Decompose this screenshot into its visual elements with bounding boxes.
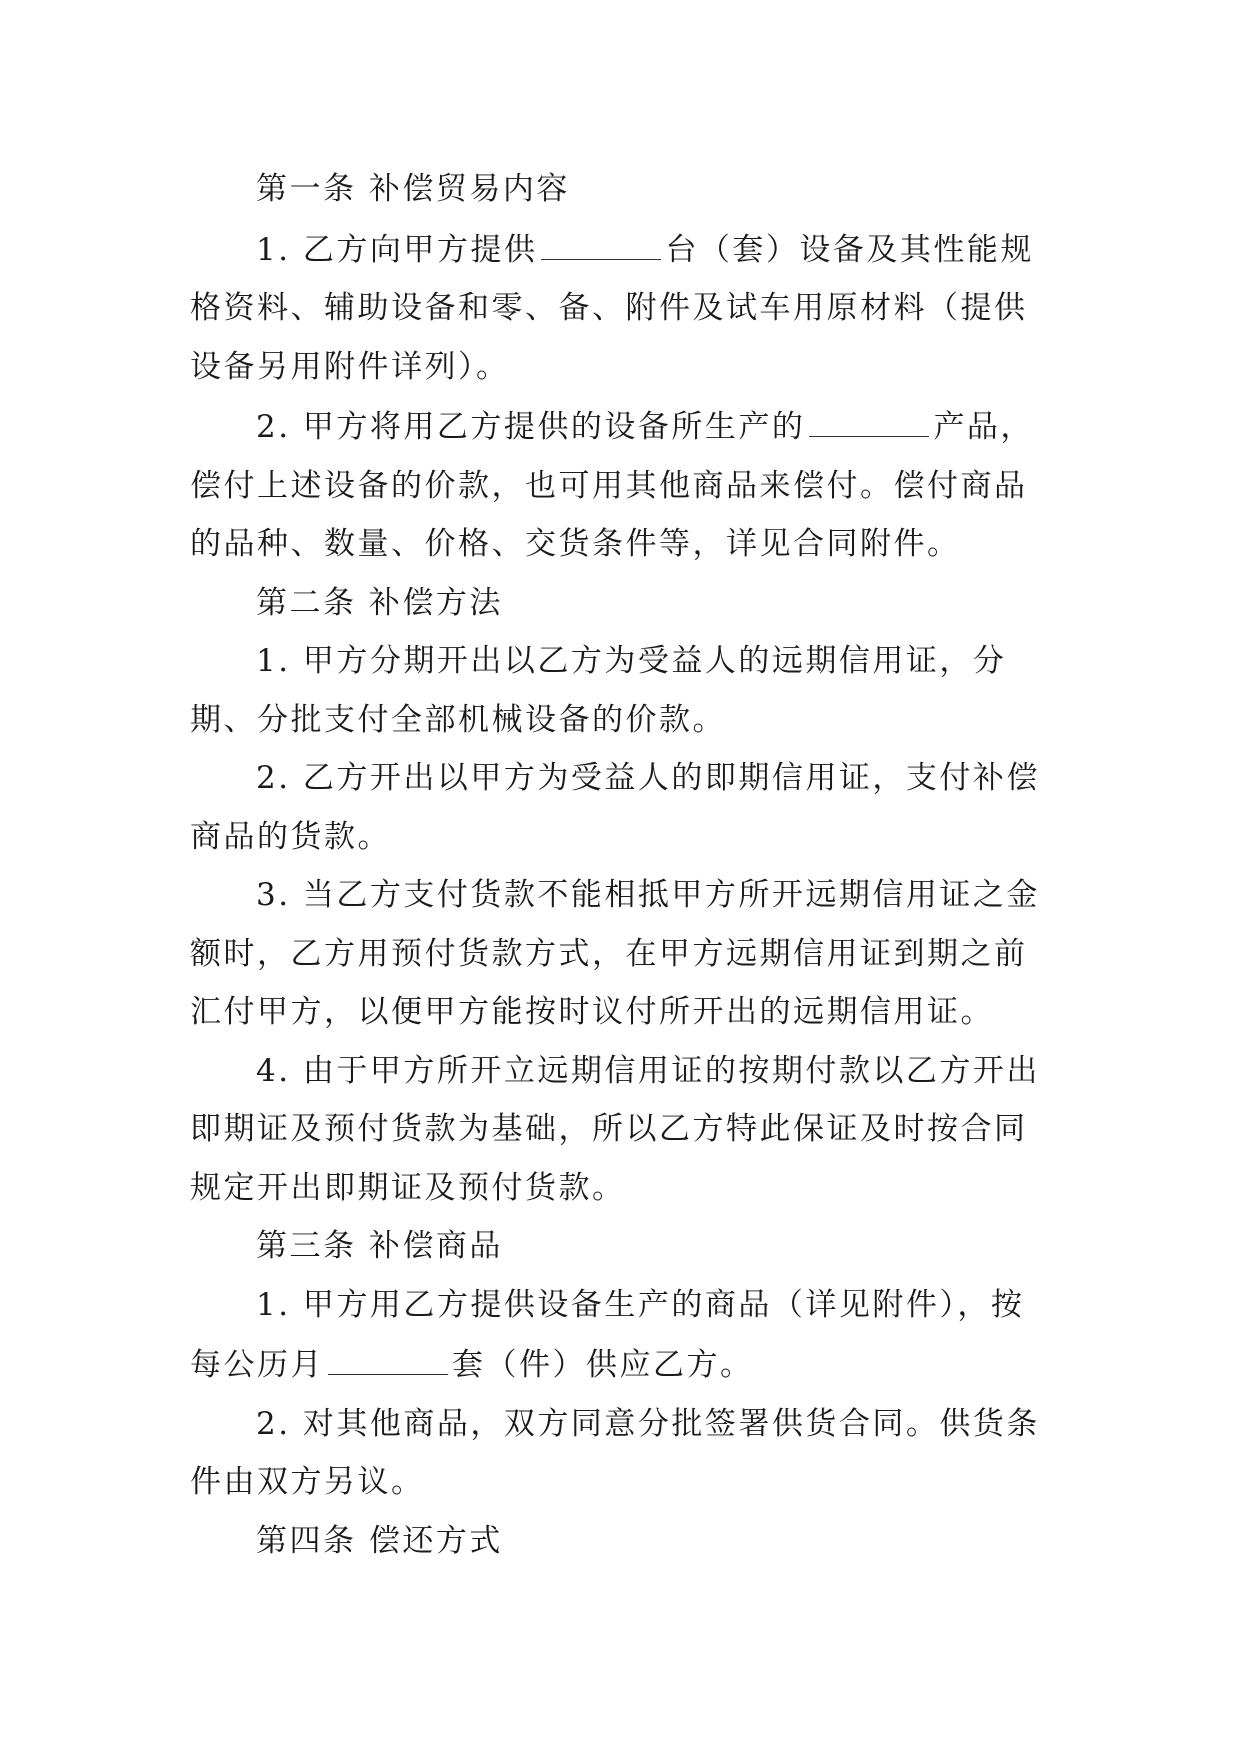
article-1-item-1 [190, 219, 1050, 397]
article-3-item-1-text-a: 1. 甲方用乙方提供设备生产的商品（详见附件），按每公历月 [190, 1286, 1025, 1383]
article-1-heading: 第一条 补偿贸易内容 [256, 171, 570, 207]
article-3-item-1-text-b: 套（件）供应乙方。 [452, 1347, 754, 1383]
article-1-item-2-text-a: 2. 甲方将用乙方提供的设备所生产的 [256, 409, 806, 445]
article-3-item-2: 2. 对其他商品，双方同意分批签署供货合同。供货条件由双方另议。 [190, 1405, 1040, 1500]
article-1-item-2-text-b: 产品，偿付上述设备的价款，也可用其他商品来偿付。偿付商品的品种、数量、价格、交货条件等，详见合同附件。 [190, 409, 1034, 562]
article-1-item-2 [190, 396, 1050, 574]
product-blank [809, 396, 929, 437]
monthly-quantity-blank [328, 1334, 448, 1375]
article-4-heading: 第四条 偿还方式 [256, 1522, 503, 1559]
article-3-heading: 第三条 补偿商品 [256, 1228, 503, 1264]
article-1-item-1-text-a: 1. 乙方向甲方提供 [256, 231, 538, 268]
article-1-item-1-text-b: 台（套）设备及其性能规格资料、辅助设备和零、备、附件及试车用原材料（提供设备另用附件详列）。 [190, 231, 1034, 385]
article-2-item-1: 1. 甲方分期开出以乙方为受益人的远期信用证，分期、分批支付全部机械设备的价款。 [190, 643, 1007, 738]
article-2-item-4: 4. 由于甲方所开立远期信用证的按期付款以乙方开出即期证及预付货款为基础，所以乙方特此保证及时按合同规定开出即期证及预付货款。 [190, 1052, 1040, 1206]
article-2-item-3: 3. 当乙方支付货款不能相抵甲方所开远期信用证之金额时，乙方用预付货款方式，在甲方远期信用证到期之前汇付甲方，以便甲方能按时议付所开出的远期信用证。 [190, 877, 1040, 1030]
article-2-item-2: 2. 乙方开出以甲方为受益人的即期信用证，支付补偿商品的货款。 [190, 760, 1040, 855]
document-body [190, 160, 1050, 1570]
quantity-blank [541, 219, 661, 260]
article-2-heading: 第二条 补偿方法 [256, 584, 503, 621]
article-3-item-1 [190, 1276, 1050, 1395]
